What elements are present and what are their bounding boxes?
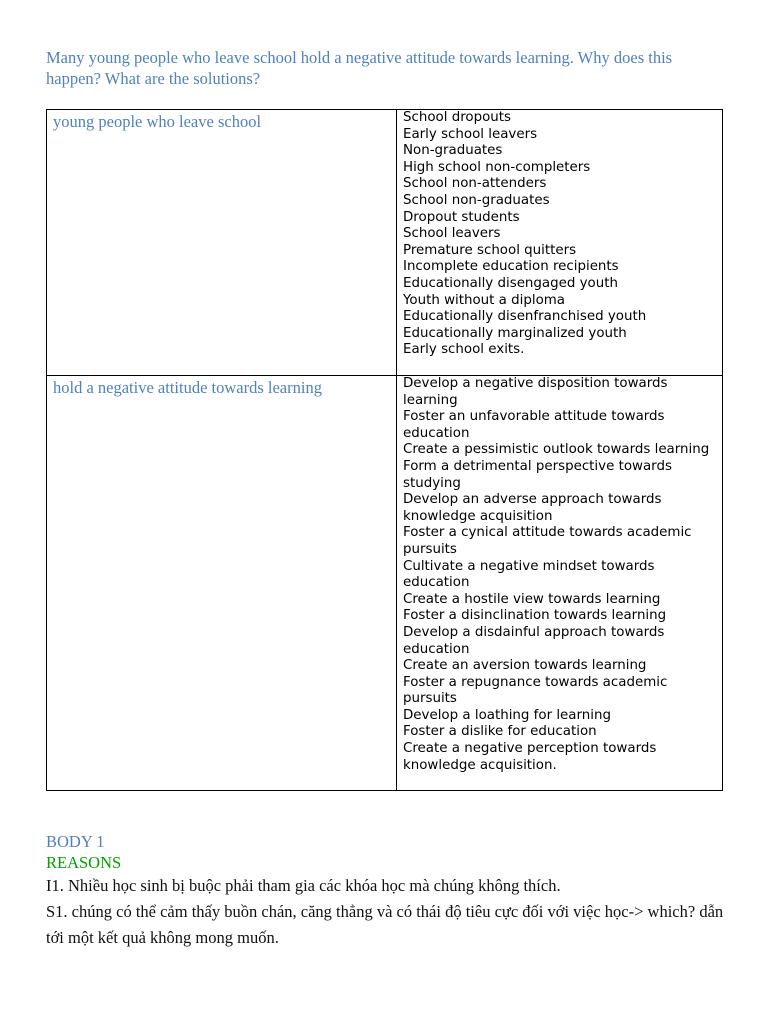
synonym-item: High school non-completers (403, 159, 591, 175)
synonym-item: School leavers (403, 226, 501, 242)
synonym-item: Develop a negative disposition towards learning (403, 376, 668, 408)
synonym-item: Dropout students (403, 209, 520, 225)
idea-line: I1. Nhiều học sinh bị buộc phải tham gia các khóa học mà chúng không thích. (46, 876, 561, 895)
synonym-item: Create an aversion towards learning (403, 658, 647, 674)
section-heading: BODY 1 (46, 832, 105, 851)
essay-question: Many young people who leave school hold a negative attitude towards learning. Why does this happen? What are the solutions? (46, 48, 673, 88)
phrase-cell: young people who leave school (47, 110, 397, 376)
synonym-item: Early school exits. (403, 342, 525, 358)
phrase-cell: hold a negative attitude towards learning (47, 376, 397, 791)
synonym-item: Foster a repugnance towards academic pursuits (403, 674, 668, 707)
synonym-item: Create a pessimistic outlook towards learning (403, 442, 710, 458)
synonym-item: Foster an unfavorable attitude towards education (403, 409, 665, 441)
synonym-item: Incomplete education recipients (403, 259, 619, 275)
synonym-item: Form a detrimental perspective towards studying (403, 458, 672, 491)
synonym-item: Create a negative perception towards knowledge acquisition. (403, 741, 657, 773)
synonyms-cell (397, 376, 723, 791)
synonym-item: Develop a disdainful approach towards education (403, 624, 665, 657)
table-row (47, 110, 723, 376)
synonym-item: Educationally marginalized youth (403, 325, 627, 341)
synonym-item: Foster a cynical attitude towards academic pursuits (403, 525, 692, 557)
synonyms-cell (397, 110, 723, 376)
synonym-item: Educationally disenfranchised youth (403, 309, 647, 325)
table-row (47, 376, 723, 791)
synonym-item: Educationally disengaged youth (403, 275, 618, 291)
reasons-heading: REASONS (46, 853, 122, 872)
synonym-item: Cultivate a negative mindset towards education (403, 558, 655, 591)
synonym-item: Early school leavers (403, 126, 538, 142)
body-1-section (46, 831, 726, 951)
vocabulary-table (46, 109, 723, 791)
synonym-item: Foster a disinclination towards learning (403, 608, 667, 624)
synonym-item: School non-attenders (403, 176, 547, 192)
synonym-item: Premature school quitters (403, 242, 577, 258)
synonym-item: School non-graduates (403, 192, 550, 208)
synonym-item: Youth without a diploma (403, 292, 566, 308)
synonym-list (403, 110, 716, 359)
synonym-item: Non-graduates (403, 143, 503, 159)
synonym-item: Foster a dislike for education (403, 724, 597, 740)
synonym-item: Develop a loathing for learning (403, 707, 611, 723)
synonym-item: Develop an adverse approach towards knowledge acquisition (403, 492, 662, 524)
synonym-item: Create a hostile view towards learning (403, 591, 661, 607)
synonym-list (403, 376, 716, 774)
synonym-item: School dropouts (403, 110, 512, 125)
supporting-line: S1. chúng có thể cảm thấy buồn chán, căng thẳng và có thái độ tiêu cực đối với việc học-> which? dẫn tới một kết quả không mong muốn. (46, 902, 724, 947)
